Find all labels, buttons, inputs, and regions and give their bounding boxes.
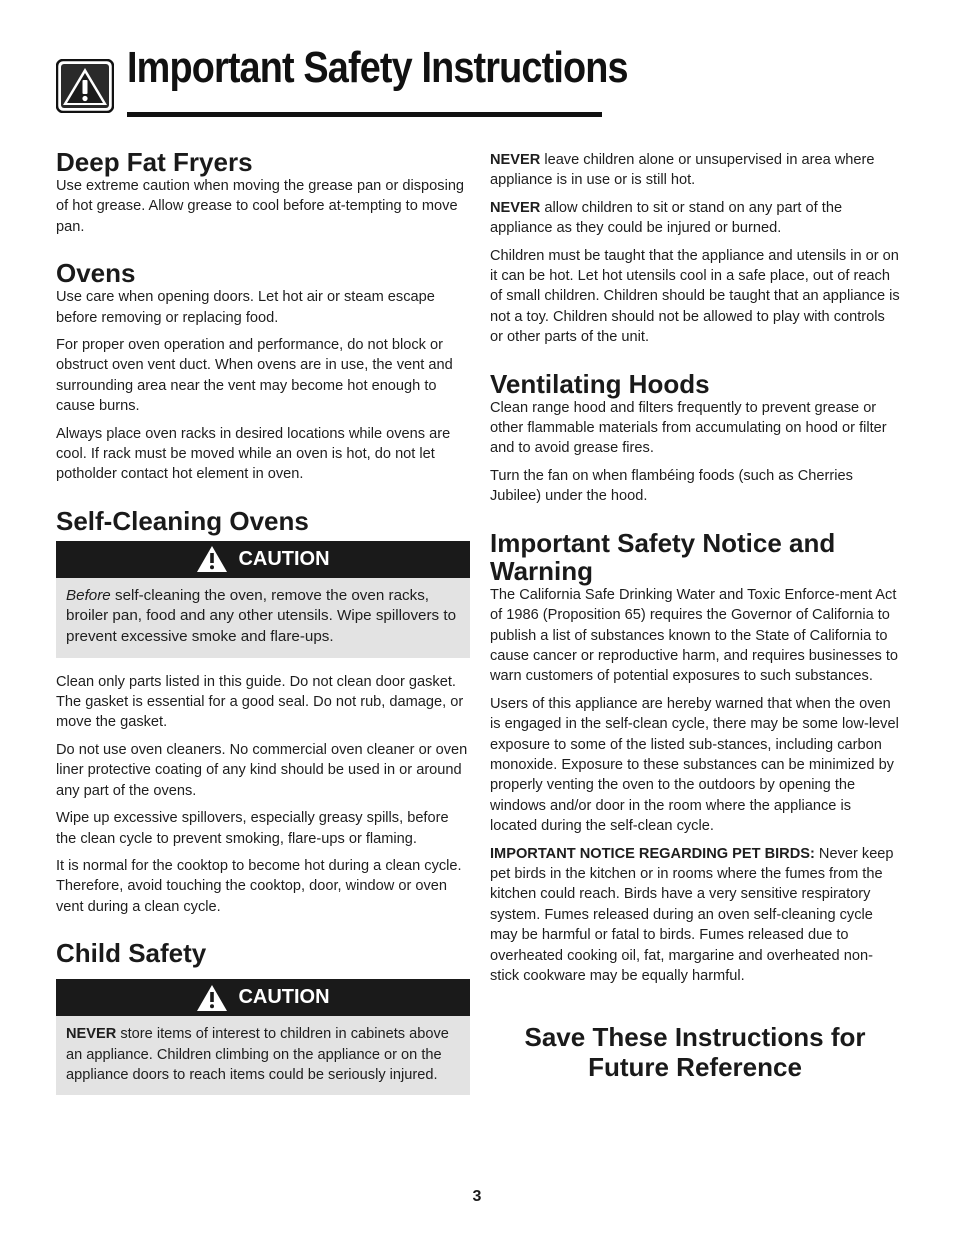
- emphasis: IMPORTANT NOTICE REGARDING PET BIRDS:: [490, 845, 815, 862]
- caution-bar: [56, 541, 470, 578]
- caution-text: self-cleaning the oven, remove the oven racks, broiler pan, food and any other utensils. Wipe spillovers to prevent excessive smoke and flare-ups.: [66, 586, 457, 646]
- section-heading: Deep Fat Fryers: [56, 147, 253, 177]
- paragraph: Use care when opening doors. Let hot air or steam escape before removing or replacing food.: [56, 289, 435, 326]
- paragraph-text: leave children alone or unsupervised in area where appliance is in use or is still hot.: [490, 152, 875, 189]
- caution-body: [56, 578, 470, 658]
- section-heading: Ovens: [56, 258, 136, 289]
- emphasis: NEVER: [490, 199, 541, 216]
- title-rule: [127, 112, 602, 117]
- section-safety-notice: [490, 529, 900, 987]
- paragraph: Use extreme caution when moving the grease pan or disposing of hot grease. Allow grease to cool before at-tempting to move pan.: [56, 178, 465, 235]
- caution-box: [56, 979, 470, 1095]
- section-deep-fat-fryers: [56, 148, 470, 237]
- caution-bar: [56, 979, 470, 1016]
- right-column: [490, 150, 900, 1082]
- closing-note: [490, 1022, 900, 1082]
- section-heading: Ventilating Hoods: [490, 368, 710, 399]
- section-child-safety-continued: [490, 150, 900, 348]
- left-column: [56, 148, 470, 1109]
- emphasis: NEVER: [490, 152, 541, 168]
- section-heading: Important Safety Notice and Warning: [490, 527, 836, 586]
- paragraph: Always place oven racks in desired locations while ovens are cool. If rack must be moved while an oven is hot, do not let potholder contact hot element in oven.: [56, 425, 451, 483]
- caution-box: [56, 541, 470, 658]
- section-heading: Child Safety: [56, 938, 207, 969]
- caution-text: store items of interest to children in cabinets above an appliance. Children climbing on the appliance or on the appliance doors to reach items could be seriously injured.: [66, 1026, 449, 1083]
- paragraph: For proper oven operation and performance, do not block or obstruct oven vent duct. When ovens are in use, the vent and surrounding area near the vent may become hot enough to cause burns.: [56, 337, 453, 415]
- caution-label: CAUTION: [238, 986, 330, 1009]
- page-title: Important Safety Instructions: [127, 43, 628, 92]
- closing-line: Future Reference: [588, 1052, 802, 1083]
- warning-icon: [196, 984, 228, 1012]
- paragraph: Clean only parts listed in this guide. Do not clean door gasket. The gasket is essential for a good seal. Do not rub, damage, or move the gasket.: [56, 673, 464, 731]
- section-self-cleaning-ovens: [56, 507, 470, 917]
- page-number: 3: [472, 1188, 482, 1205]
- caution-lead: Before: [66, 586, 111, 604]
- warning-triangle-icon: [56, 59, 114, 113]
- paragraph-text: Never keep pet birds in the kitchen or in rooms where the fumes from the kitchen could reach. Birds have a very sensitive respiratory system. Fumes released during an oven self-cleaning cycle may be harmful or fatal to birds. Fumes released due to overheated cooking oil, fat, margarine and overheated non-stick cookware may be equally harmful.: [490, 845, 894, 984]
- warning-icon: [196, 545, 228, 573]
- section-heading: Self-Cleaning Ovens: [56, 505, 309, 536]
- paragraph: Children must be taught that the appliance and utensils in or on it can be hot. Let hot utensils cool in a safe place, out of reach of small children. Children should be taught that an appliance is not a toy. Children should not be allowed to play with controls or other parts of the unit.: [490, 247, 900, 346]
- paragraph: It is normal for the cooktop to become hot during a clean cycle. Therefore, avoid touching the cooktop, door, window or oven vent during a clean cycle.: [56, 857, 462, 915]
- caution-lead: NEVER: [66, 1026, 117, 1043]
- paragraph: Turn the fan on when flambéing foods (such as Cherries Jubilee) under the hood.: [490, 467, 853, 505]
- closing-line: Save These Instructions for: [524, 1022, 866, 1053]
- paragraph: Do not use oven cleaners. No commercial oven cleaner or oven liner protective coating of any kind should be used in or around any part of the ovens.: [56, 741, 468, 799]
- caution-label: CAUTION: [238, 547, 330, 570]
- paragraph: Users of this appliance are hereby warned that when the oven is engaged in the self-clean cycle, there may be some low-level exposure to some of the listed sub-stances, including carbon monoxide. Exposure to these substances can be minimized by properly venting the oven to the outdoors by opening the windows and/or door in the room where the appliance is located during the self-clean cycle.: [490, 695, 899, 835]
- section-child-safety: [56, 939, 470, 1095]
- paragraph-text: allow children to sit or stand on any part of the appliance as they could be injured or burned.: [490, 199, 843, 237]
- paragraph: Clean range hood and filters frequently to prevent grease or other flammable materials from accumulating on hood or filter and to avoid grease fires.: [490, 399, 887, 457]
- section-ovens: [56, 259, 470, 485]
- caution-body: [56, 1016, 470, 1095]
- paragraph: The California Safe Drinking Water and Toxic Enforce-ment Act of 1986 (Proposition 65) requires the Governor of California to publish a list of substances known to the State of California to cause cancer or reproductive harm, and requires businesses to warn customers of potential exposures to such substances.: [490, 586, 899, 685]
- section-ventilating-hoods: [490, 370, 900, 507]
- paragraph: Wipe up excessive spillovers, especially greasy spills, before the clean cycle to prevent smoking, flare-ups or flaming.: [56, 810, 449, 847]
